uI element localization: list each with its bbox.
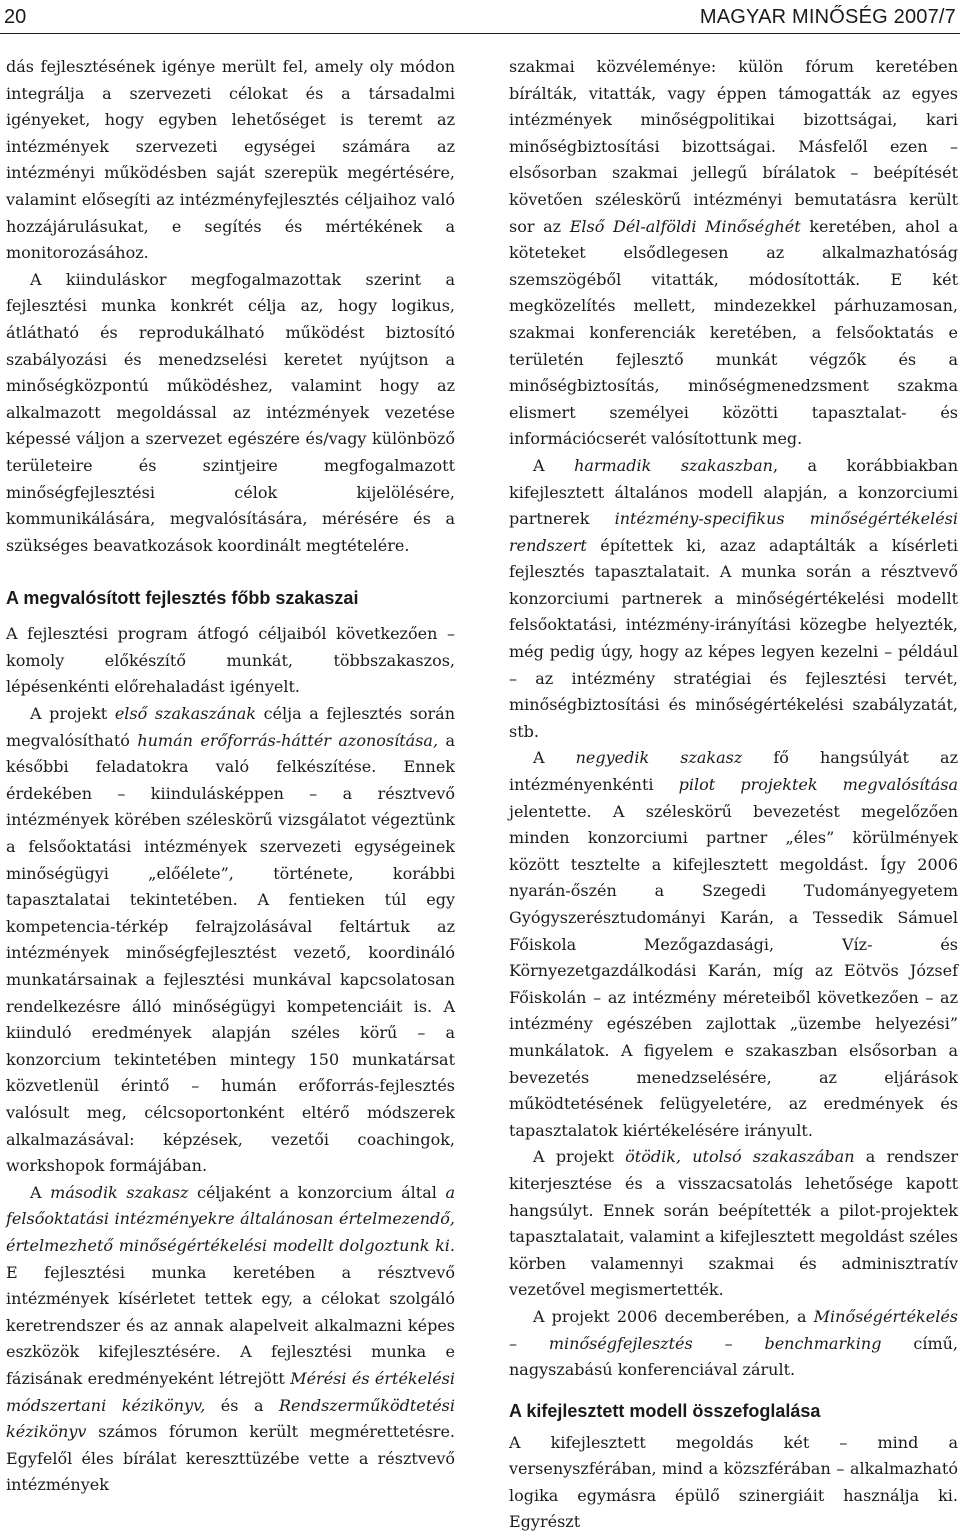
- paragraph: A kiinduláskor megfogalmazottak szerint a fejlesztési munka konkrét célja az, hogy logikus, átlátható és reprodukálható működést biztosító szabályozási és menedzselési keretet nyújtson a minőségközpontú működéshez, valamint hogy az alkalmazott megoldással az intézmények vezetése képessé váljon a szervezet egészére és/vagy különböző területeire és szintjeire megfogalmazott minőségfejlesztési célok kijelölésére, kommunikálására, megvalósítására, mérésére és a szükséges beavatkozások koordinált megtételére.: [6, 269, 455, 555]
- emphasis: Minőségértékelés – minőségfejlesztés – benchmarking: [509, 1306, 958, 1353]
- text-run: a rendszer kiterjesztése és a visszacsatolás lehetősége kapott hangsúlyt. Ennek során beépítették a pilot-projektek tapasztalatait, valamint a kifejlesztett megoldást széles körben valamennyi szakmai és adminisztratív vezetővel megismertették.: [509, 1147, 958, 1300]
- text-run: E fejlesztési munka keretében a résztvevő intézmények kísérletet tettek egy, a célokat szolgáló keretrendszer és az annak alapelveit alkalmazni képes eszközök kifejlesztésére. A fejlesztési munka e fázisának eredményeként létrejött: [6, 1262, 455, 1388]
- paragraph: [509, 1304, 958, 1384]
- section-heading: A kifejlesztett modell összefoglalása: [509, 1400, 821, 1421]
- emphasis: harmadik szakaszban: [574, 455, 773, 475]
- emphasis: pilot projektek megvalósítása: [678, 775, 958, 795]
- emphasis: intézmény-specifikus minőségértékelési rendszert: [509, 509, 958, 555]
- text-run: célja a fejlesztés során megvalósítható: [6, 704, 455, 750]
- emphasis: negyedik szakasz: [575, 748, 743, 768]
- emphasis: második szakasz: [50, 1182, 189, 1202]
- emphasis: ötödik, utolsó szakaszában: [625, 1147, 855, 1167]
- text-run: számos fórumon került megmérettetésre. Egyfelől éles bírálat kereszttüzébe vette a résztvevő intézmények: [6, 1422, 455, 1495]
- page-number: 20: [4, 6, 27, 28]
- emphasis: első szakaszának: [114, 704, 256, 724]
- right-column: [509, 54, 958, 1536]
- text-run: céljaként a konzorcium által: [188, 1182, 446, 1202]
- paragraph: A fejlesztési program átfogó céljaiból következően – komoly előkészítő munkát, többszakaszos, lépésenkénti előrehaladást igényelt.: [6, 624, 455, 697]
- paragraph: [509, 1144, 958, 1304]
- paragraph: A kifejlesztett megoldás két – mind a versenyszférában, mind a közszférában – alkalmazható logika egymásra épülő szinergiáit használja ki. Egyrészt: [509, 1432, 958, 1532]
- text-run: szakmai közvéleménye: külön fórum keretében bírálták, vitatták, vagy éppen támogatták az egyes intézmények minőségpolitikai bizottságai, kari minőségbiztosítási bizottságai. Másfelől ezen – elsősorban szakmai jellegű bírálatok – beépítését követően széleskörű intézményi bemutatásra került sor az: [509, 57, 958, 236]
- emphasis: humán erőforrás-háttér azonosítása,: [137, 730, 439, 750]
- page-header: [0, 0, 960, 34]
- text-run: A projekt: [533, 1147, 626, 1167]
- text-run: A projekt: [30, 704, 115, 724]
- section-heading: A megvalósított fejlesztés főbb szakaszai: [6, 588, 359, 609]
- left-column: [6, 54, 455, 1499]
- text-run: jelentette. A széleskörű bevezetést megelőzően minden konzorciumi partner „éles” körülmények között tesztelte a kifejlesztett megoldást. Így 2006 nyarán-őszén a Szegedi Tudományegyetem Gyógyszerésztudományi Karán, a Tessedik Sámuel Főiskola Mezőgazdasági, Víz- és Környezetgazdálkodási Karán, míg az Eötvös József Főiskolán – az intézmény méreteiből következően – az intézmény egészében zajlottak „üzembe helyezési” munkálatok. A figyelem e szakaszban elsősorban a bevezetés menedzselésére, az eljárások működtetésének felügyeletére, az eredmények és tapasztalatok kiértékelésére irányult.: [509, 801, 958, 1140]
- paragraph: dás fejlesztésének igénye merült fel, amely oly módon integrálja a szervezeti célokat és a társadalmi igényeket, hogy egyben lehetőséget is teremt az intézmények szervezeti egységei számára az intézményi működésben saját szerepük megértésére, valamint elősegíti az intézményfejlesztés céljaihoz való hozzájárulásukat, e segítés és mértékének a monitorozásához.: [6, 57, 455, 263]
- text-run: című, nagyszabású konferenciával zárult.: [509, 1333, 959, 1380]
- emphasis: a felsőoktatási intézményekre általánosan értelmezendő, értelmezhető minőségértékelési modellt dolgoztunk ki.: [6, 1182, 455, 1255]
- header-rule: [0, 33, 960, 34]
- emphasis: Mérési és értékelési módszertani kézikönyv,: [6, 1368, 455, 1415]
- text-run: keretében, ahol a köteteket elsődlegesen az alkalmazhatóság szemszögéből vitatták, módosították. E két megközelítés mellett, mindezekkel párhuzamosan, szakmai konferenciák keretében, a felsőoktatás e területén fejlesztő munkát végzők és a minőségbiztosítás, minőségmenedzsment szakma elismert személyei közötti tapasztalat- és információcserét valósítottunk meg.: [509, 216, 958, 449]
- paragraph: [509, 453, 958, 746]
- paragraph: [509, 54, 958, 453]
- text-run: , a korábbiakban kifejlesztett általános modell alapján, a konzorciumi partnerek: [509, 455, 959, 529]
- text-run: A: [533, 748, 576, 768]
- text-run: építettek ki, azaz adaptálták a kísérleti fejlesztés tapasztalatait. A munka során a résztvevő konzorciumi partnerek a minőségértékelési modellt felsőoktatási, intézmény-irányítási közegbe helyezték, még pedig úgy, hogy az képes legyen kezelni – például – az intézmény stratégiai és fejlesztési tervét, minőségbiztosítási és minőségértékelési szabályzatát, stb.: [509, 535, 958, 741]
- emphasis: Első Dél-alföldi Minőséghét: [569, 216, 801, 236]
- paragraph: [509, 745, 958, 1144]
- paragraph: [6, 1180, 455, 1499]
- text-run: A: [30, 1182, 51, 1202]
- text-run: A projekt 2006 decemberében, a: [533, 1306, 814, 1326]
- text-run: A: [533, 455, 575, 475]
- text-run: fő hangsúlyát az intézményenkénti: [509, 748, 959, 795]
- paragraph: [6, 701, 455, 1180]
- emphasis: Rendszerműködtetési kézikönyv: [6, 1395, 455, 1442]
- text-run: és a: [205, 1395, 279, 1415]
- text-run: a későbbi feladatokra való felkészítése. Ennek érdekében – kiindulásképpen – a résztvevő intézmények körében széleskörű vizsgálatot végeztünk a felsőoktatási intézmények szervezeti egységeinek minőségügyi „előélete”, története, korábbi tapasztalatai tekintetében. A fentieken túl egy kompetencia-térkép felrajzolásával feltártuk az intézmények minőségfejlesztést vezető, koordináló munkatársainak a fejlesztési munkával kapcsolatosan rendelkezésre álló minőségügyi kompetenciáit is. A kiinduló eredmények alapján széles körű – a konzorcium tekintetében mintegy 150 munkatársat közvetlenül érintő – humán erőforrás-fejlesztés valósult meg, célcsoportonként eltérő módszerek alkalmazásával: képzések, vezetői coachingok, workshopok formájában.: [6, 730, 456, 1176]
- journal-title: MAGYAR MINŐSÉG 2007/7: [699, 6, 956, 28]
